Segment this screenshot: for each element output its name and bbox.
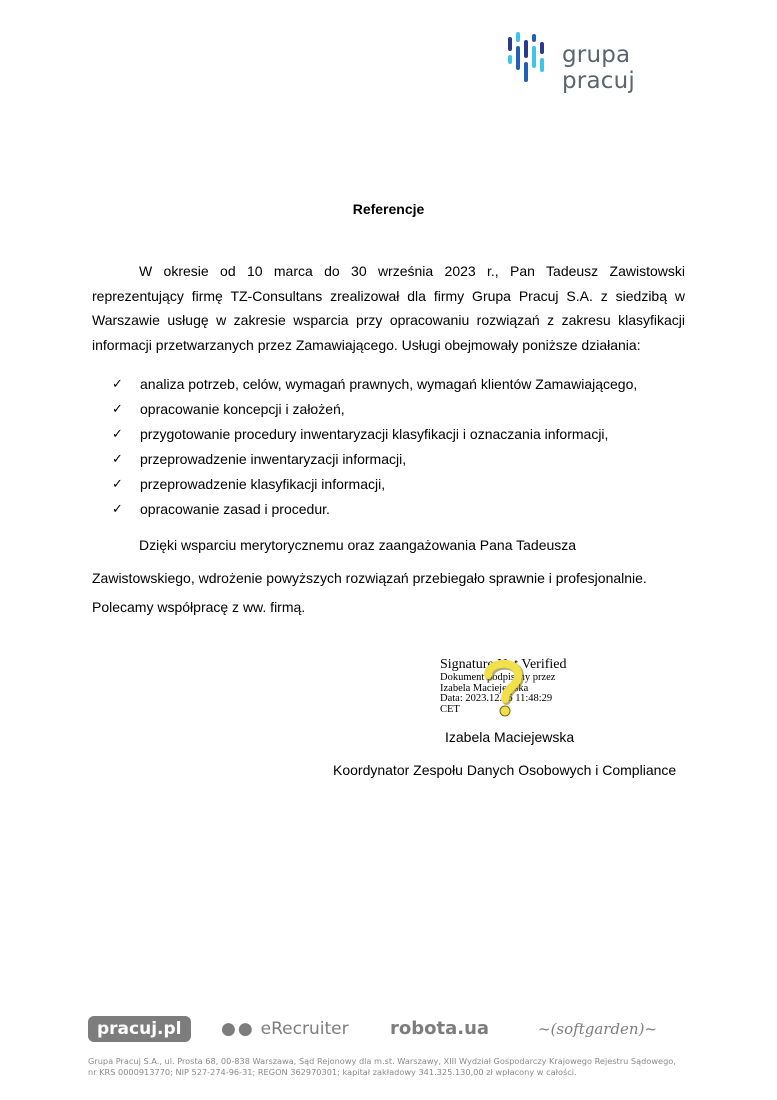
support-paragraph-line-2: Zawistowskiego, wdrożenie powyższych rozwiązań przebiegało sprawnie i profesjonalnie. [92,570,647,586]
recommendation-text: Polecamy współpracę z ww. firmą. [92,599,306,615]
list-item [112,497,712,522]
check-icon: ✓ [112,452,123,467]
erecruiter-logo-text: eRecruiter [260,1019,349,1039]
list-item-text: analiza potrzeb, celów, wymagań prawnych, wymagań klientów Zamawiającego, [140,376,638,392]
check-icon: ✓ [112,477,123,492]
question-mark-icon [478,655,528,719]
pracuj-pl-logo: pracuj.pl [88,1016,191,1042]
intro-paragraph [92,259,685,357]
intro-text: W okresie od 10 marca do 30 września 2023 r., Pan Tadeusz Zawistowski reprezentujący firmę TZ-Consultans zrealizował dla firmy Grupa Pracuj S.A. z siedzibą w Warszawie usługę w zakresie wsparcia przy opracowaniu rozwiązań z zakresu klasyfikacji informacji przetwarzanych przez Zamawiającego. Usługi obejmowały poniższe działania: [92,263,685,353]
list-item-text: opracowanie zasad i procedur. [140,501,330,517]
signature-name: Izabela Maciejewska [440,682,529,694]
check-icon: ✓ [112,502,123,517]
list-item-text: przeprowadzenie inwentaryzacji informacji, [140,451,407,467]
logo-bars-icon [506,32,550,84]
list-item [112,422,712,447]
footer-line-1: Grupa Pracuj S.A., ul. Prosta 68, 00-838 Warszawa, Sąd Rejonowy dla m.st. Warszawy, XIII Wydział Gospodarczy Krajowego Rejestru Sądowego, [88,1056,676,1066]
footer-legal [88,1056,728,1078]
softgarden-logo: ~(softgarden)~ [538,1020,658,1038]
signature-signed-by: Dokument podpisany przez [440,672,556,683]
check-icon: ✓ [112,427,123,442]
robota-ua-logo: robota.ua [390,1018,490,1039]
list-item [112,397,712,422]
brand-logos [88,1013,708,1047]
list-item [112,472,712,497]
signature-status: Signature Not Verified [440,657,567,672]
support-paragraph-line-1: Dzięki wsparciu merytorycznemu oraz zaangażowania Pana Tadeusza [139,537,577,553]
check-icon: ✓ [112,377,123,392]
check-icon: ✓ [112,402,123,417]
digital-signature-block[interactable] [440,657,640,715]
signature-date: Data: 2023.12.06 11:48:29 [440,693,553,704]
grupa-pracuj-logo [506,32,706,94]
logo-text: grupa pracuj [562,42,635,94]
list-item-text: opracowanie koncepcji i założeń, [140,401,345,417]
erecruiter-dots-icon: ●● [221,1019,255,1039]
list-item-text: przeprowadzenie klasyfikacji informacji, [140,476,386,492]
activities-list [112,372,712,522]
list-item [112,372,712,397]
signature-timezone: CET [440,703,460,715]
signer-role: Koordynator Zespołu Danych Osobowych i Compliance [333,762,677,778]
signer-name: Izabela Maciejewska [445,729,575,745]
erecruiter-logo [221,1016,349,1042]
list-item [112,447,712,472]
list-item-text: przygotowanie procedury inwentaryzacji klasyfikacji i oznaczania informacji, [140,426,609,442]
footer-line-2: nr KRS 0000913770; NIP 527-274-96-31; REGON 362970301; kapitał zakładowy 341.325.130,00 zł wpłacony w całości. [88,1067,577,1077]
document-title: Referencje [352,201,425,217]
